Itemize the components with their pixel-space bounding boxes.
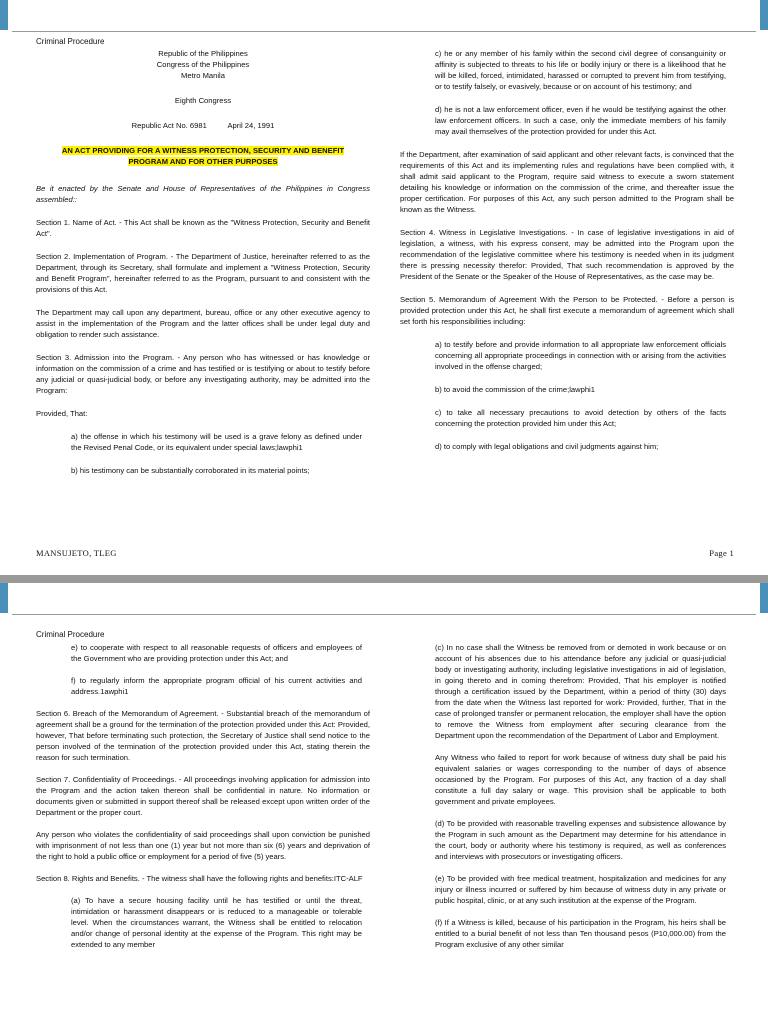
condition-a: a) the offense in which his testimony will be used is a grave felony as defined under the Revised Penal Code, or its equivalent under special laws;lawphi1 — [71, 432, 362, 452]
congress-number: Eighth Congress — [174, 96, 232, 105]
page-top-rule — [12, 614, 756, 615]
page-corner-marker — [0, 583, 8, 613]
benefit-d: (d) To be provided with reasonable travelling expenses and subsistence allowance by the Program in such amount as the Department may determine for his attendance in the court, body or authority where his testimony is required, as well as conferences and interviews with prosecutors or investigating officers. — [435, 819, 726, 861]
section-6: Section 6. Breach of the Memorandum of Agreement. - Substantial breach of the memorandum of agreement shall be a ground for the termination of the protection provided under this Act: Provided, however, That before terminating such protection, the Secretary of Justice shall send notice to the person involved of the termination of the protection provided under this Act, stating therein the reason for such termination. — [36, 709, 370, 762]
condition-c: c) he or any member of his family within the second civil degree of consanguinity or affinity is subjected to threats to his life or bodily injury or there is a likelihood that he will be killed, forced, intimidated, harassed or corrupted to prevent him from testifying, or to testify falsely, or evasively, because or on account of his testimony; and — [435, 49, 726, 91]
running-header: Criminal Procedure — [36, 37, 105, 46]
section-7-penalty: Any person who violates the confidentiality of said proceedings shall upon conviction be punished with imprisonment of not less than one (1) year but not more than six (6) years and deprivation of the right to hold a public office or employment for a period of five (5) years. — [36, 830, 370, 861]
section-4: Section 4. Witness in Legislative Investigations. - In case of legislative investigations in aid of legislation, a witness, with his express consent, may be admitted into the Program upon the recommendation of the legislative committee where his testimony is needed when in its judgment there is pressing necessity therefor: Provided, That such recommendation is approved by the President of the Senate or the Speaker of the House of Representatives, as the case may be. — [400, 228, 734, 281]
section-5: Section 5. Memorandum of Agreement With the Person to be Protected. - Before a person is provided protection under this Act, he shall first execute a memorandum of agreement which shall set forth his responsibilities including: — [400, 295, 734, 326]
benefit-e: (e) To be provided with free medical treatment, hospitalization and medicines for any injury or illness incurred or suffered by him because of witness duty in any private or public hospital, clinic, or at any such institution at the expense of the Program. — [435, 874, 726, 905]
proviso: Provided, That: — [36, 409, 88, 418]
responsibility-f: f) to regularly inform the appropriate program official of his current activities and address.1awphi1 — [71, 676, 362, 696]
page-corner-marker — [0, 0, 8, 30]
document-page-2 — [0, 583, 768, 1024]
section-7: Section 7. Confidentiality of Proceedings. - All proceedings involving application for admission into the Program and the action taken thereon shall be confidential in nature. No information or documents given or submitted in support thereof shall be released except upon written order of the Department or the proper court. — [36, 775, 370, 817]
act-number-date: Republic Act No. 6981 April 24, 1991 — [131, 121, 275, 130]
running-header: Criminal Procedure — [36, 630, 105, 639]
benefit-f: (f) If a Witness is killed, because of his participation in the Program, his heirs shall be entitled to a burial benefit of not less than Ten thousand pesos (P10,000.00) from the Program exclusive of any other similar — [435, 918, 726, 949]
section-3: Section 3. Admission into the Program. - Any person who has witnessed or has knowledge or information on the commission of a crime and has testified or is testifying or about to testify before any judicial or quasi-judicial body, or before any investigating authority, may be admitted into the Program: — [36, 353, 370, 395]
witness-duty-pay: Any Witness who failed to report for work because of witness duty shall be paid his equivalent salaries or wages corresponding to the number of days of absence occasioned by the Program. For purposes of this Act, any fraction of a day shall constitute a full day salary or wage. This provision shall be applicable to both government and private employees. — [435, 753, 726, 806]
admission-paragraph: If the Department, after examination of said applicant and other relevant facts, is convinced that the requirements of this Act and its implementing rules and regulations have been complied with, it shall admit said applicant to the Program, require said witness to execute a sworn statement detailing his knowledge or information on the commission of the crime, and thereafter issue the proper certification. For purposes of this Act, any such person admitted to the Program shall be known as the Witness. — [400, 150, 734, 214]
benefit-c: (c) In no case shall the Witness be removed from or demoted in work because or on account of his absences due to his attendance before any judicial or quasi-judicial body or investigating authority, including legislative investigations in aid of legislation, in going thereto and in coming therefrom: Provided, That his employer is notified through a certification issued by the Department, within a period of thirty (30) days from the date when the Witness last reported for work: Provided, further, That in the case of prolonged transfer or permanent relocation, the employer shall have the option to remove the Witness from employment after securing clearance from the Department upon the recommendation of the Department of Labor and Employment. — [435, 643, 726, 740]
act-title — [46, 145, 360, 167]
condition-d: d) he is not a law enforcement officer, even if he would be testifying against the other law enforcement officers. In such a case, only the immediate members of his family may avail themselves of the protection provided for under this Act. — [435, 105, 726, 136]
benefit-a: (a) To have a secure housing facility until he has testified or until the threat, intimidation or harassment disappears or is reduced to a manageable or tolerable level. When the circumstances warrant, the Witness shall be entitled to relocation and/or change of personal identity at the expense of the Program. This right may be extended to any member — [71, 896, 362, 949]
responsibility-c: c) to take all necessary precautions to avoid detection by others of the facts concerning the protection provided him under this Act; — [435, 408, 726, 428]
section-1: Section 1. Name of Act. - This Act shall be known as the "Witness Protection, Security and Benefit Act". — [36, 218, 370, 238]
section-2-paragraph: The Department may call upon any department, bureau, office or any other executive agency to assist in the implementation of the Program and the latter offices shall be under legal duty and obligation to render such assistance. — [36, 308, 370, 339]
act-title-highlight: AN ACT PROVIDING FOR A WITNESS PROTECTION, SECURITY AND BENEFIT PROGRAM AND FOR OTHER PURPOSES — [61, 146, 345, 166]
condition-b: b) his testimony can be substantially corroborated in its material points; — [71, 466, 310, 475]
responsibility-a: a) to testify before and provide information to all appropriate law enforcement officials concerning all appropriate proceedings in connection with or arising from the activities involved in the offense charged; — [435, 340, 726, 371]
responsibility-b: b) to avoid the commission of the crime;lawphi1 — [435, 385, 595, 394]
responsibility-e: e) to cooperate with respect to all reasonable requests of officers and employees of the Government who are providing protection under this Act; and — [71, 643, 362, 663]
left-column — [36, 48, 370, 488]
republic-line: Republic of the Philippines — [158, 49, 248, 58]
section-8: Section 8. Rights and Benefits. - The witness shall have the following rights and benefits:ITC-ALF — [36, 874, 363, 883]
page-top-rule — [12, 31, 756, 32]
left-column — [36, 642, 370, 961]
section-2: Section 2. Implementation of Program. - The Department of Justice, hereinafter referred to as the Department, through its Secretary, shall formulate and implement a "Witness Protection, Security and Benefit Program", hereinafter referred to as the Program, pursuant to and consistent with the provisions of this Act. — [36, 252, 370, 294]
enacting-clause: Be it enacted by the Senate and House of Representatives of the Philippines in Congress assembled:: — [36, 184, 370, 204]
page-corner-marker — [760, 583, 768, 613]
city-line: Metro Manila — [181, 71, 225, 80]
footer-author: MANSUJETO, TLEG — [36, 548, 117, 558]
responsibility-d: d) to comply with legal obligations and civil judgments against him; — [435, 442, 659, 451]
right-column — [400, 642, 734, 961]
footer-page-number: Page 1 — [709, 548, 734, 558]
right-column — [400, 48, 734, 464]
page-corner-marker — [760, 0, 768, 30]
congress-line: Congress of the Philippines — [156, 60, 250, 69]
